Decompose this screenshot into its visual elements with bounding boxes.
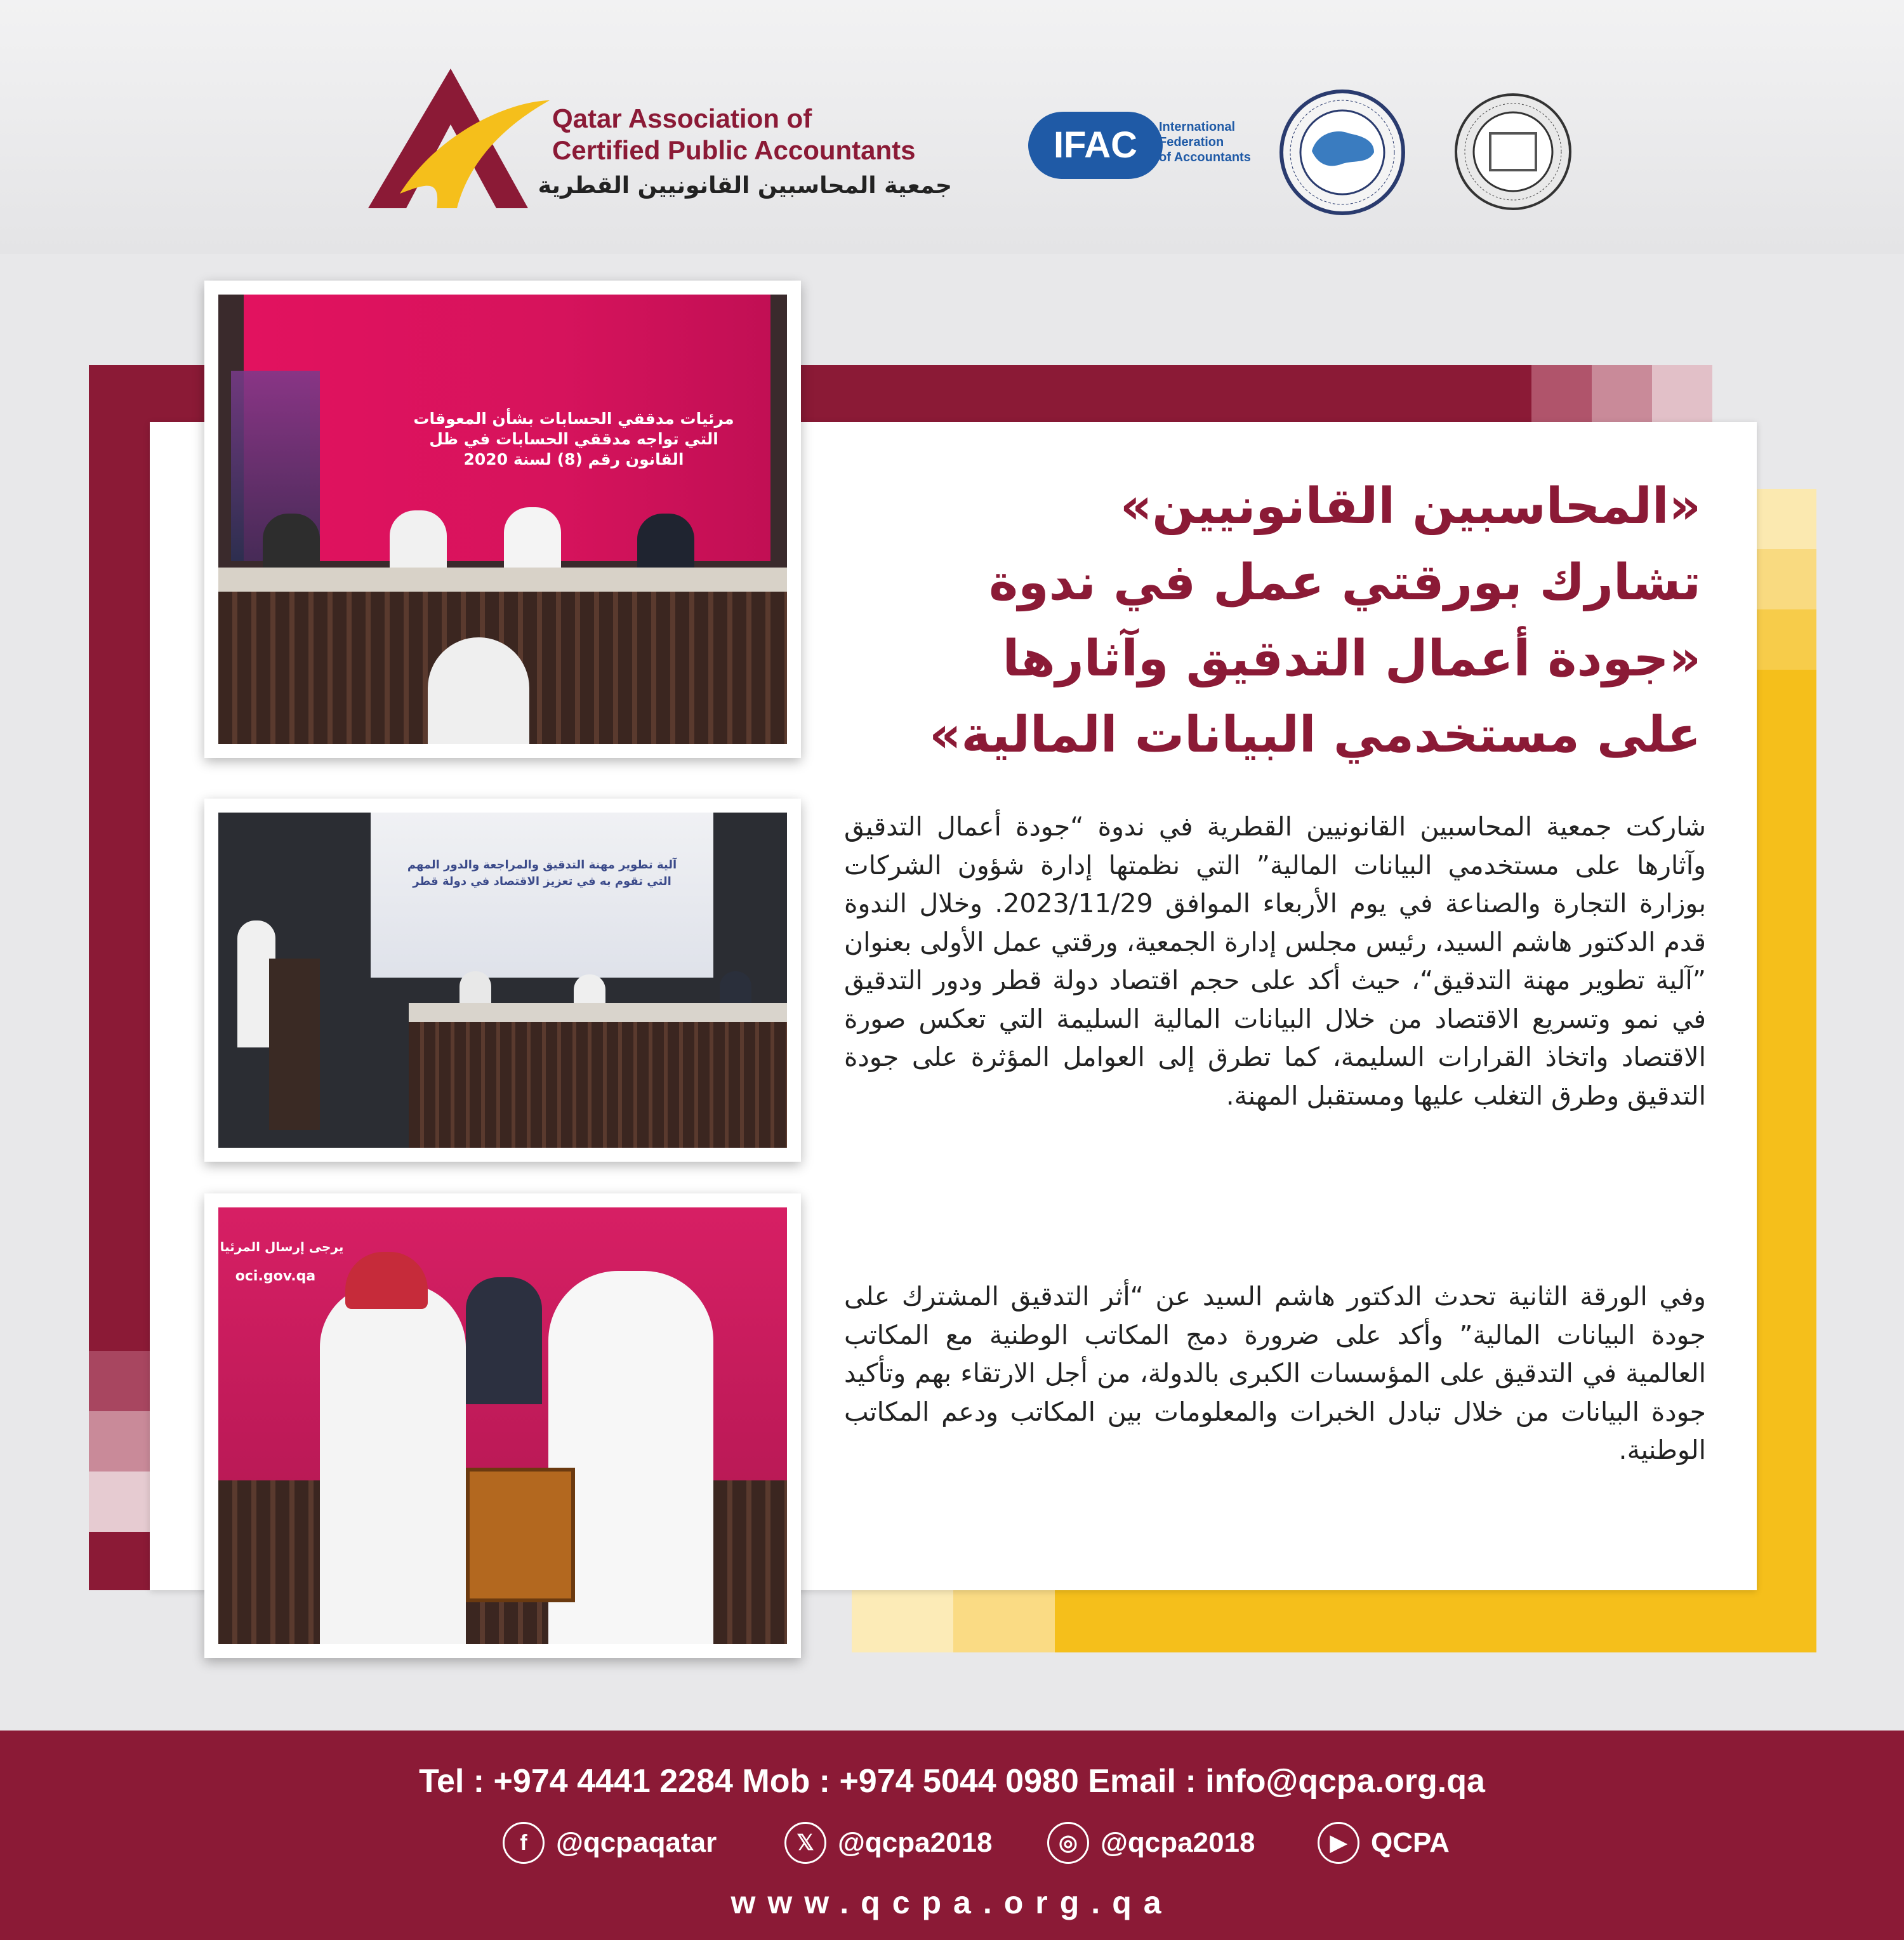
decor-square [1757, 549, 1816, 609]
decor-square [1757, 489, 1816, 549]
photo3-url-text: oci.gov.qa [235, 1268, 316, 1284]
photo2-screen-text: آلية تطوير مهنة التدقيق والمراجعة والدور المهم التي تقوم به في تعزيز الاقتصاد في دولة قطر [407, 858, 677, 888]
photo-speaker-podium [204, 799, 801, 1162]
org-name-en-line2: Certified Public Accountants [552, 135, 916, 165]
decor-square [89, 1472, 150, 1532]
headline-line: «جودة أعمال التدقيق وآثارها [1002, 630, 1701, 688]
article-paragraph-2: وفي الورقة الثانية تحدث الدكتور هاشم السيد عن “أثر التدقيق المشترك على جودة البيانات المالية” وأكد على ضرورة دمج المكاتب الوطنية مع المكاتب العالمية في التدقيق على المؤسسات الكبرى بالدولة، من أجل الارتقاء بهم وتأكيد جودة البيانات من خلال تبادل الخبرات والمعلومات بين المكاتب ودعم المكاتب الوطنية. [844, 1281, 1706, 1465]
decor-square [852, 1590, 953, 1652]
arab-federation-seal-icon [1279, 89, 1406, 216]
website-link[interactable]: www.qcpa.org.qa [731, 1885, 1173, 1920]
decor-square [1757, 609, 1816, 670]
decor-square [953, 1590, 1055, 1652]
facebook-handle: @qcpaqatar [556, 1827, 717, 1858]
photo3-banner-text: يرجى إرسال المرئيا [220, 1239, 344, 1254]
youtube-handle: QCPA [1371, 1827, 1450, 1858]
org-name-ar: جمعية المحاسبين القانونيين القطرية [538, 173, 952, 199]
decor-square [1531, 365, 1592, 425]
decor-square [89, 1351, 150, 1411]
x-twitter-icon: 𝕏 [784, 1822, 826, 1864]
facebook-link[interactable] [503, 1821, 717, 1865]
instagram-icon: ◎ [1047, 1822, 1089, 1864]
photo1-screen-text: مرئيات مدققي الحسابات بشأن المعوقات التي تواجه مدققي الحسابات في ظل القانون رقم (8) لسنة 2020 [413, 409, 734, 468]
article-paragraph-1: شاركت جمعية المحاسبين القانونيين القطرية في ندوة “جودة أعمال التدقيق وآثارها على مستخدمي البيانات المالية” التي نظمتها إدارة شؤون الشركات بوزارة التجارة والصناعة في يوم الأربعاء الموافق 2023/11/29. وخلال الندوة قدم الدكتور هاشم السيد، رئيس مجلس إدارة الجمعية، ورقتي عمل الأولى بعنوان ”آلية تطوير مهنة التدقيق“، حيث أكد على حجم اقتصاد دولة قطر ودور التدقيق في نمو وتسريع الاقتصاد من خلال البيانات المالية السليمة التي تعكس صورة الاقتصاد واتخاذ القرارات السليمة، كما تطرق إلى العوامل المؤثرة على جودة التدقيق وطرق التغلب عليها ومستقبل المهنة. [844, 811, 1706, 1111]
ifac-name: International Federation of Accountants [1159, 120, 1251, 164]
decor-square [1592, 365, 1652, 425]
instagram-link[interactable] [1047, 1821, 1255, 1865]
instagram-handle: @qcpa2018 [1101, 1827, 1255, 1858]
youtube-link[interactable] [1318, 1821, 1450, 1865]
photo-award-presentation [204, 1193, 801, 1658]
contact-info: Tel : +974 4441 2284 Mob : +974 5044 0980 Email : info@qcpa.org.qa [419, 1763, 1485, 1800]
ifac-logo-icon [1026, 108, 1165, 183]
headline-line: على مستخدمي البيانات المالية» [929, 707, 1701, 764]
photo-panel-discussion [204, 281, 801, 758]
facebook-icon: f [503, 1822, 545, 1864]
org-name-en-line1: Qatar Association of [552, 103, 812, 133]
youtube-icon: ▶ [1318, 1822, 1359, 1864]
qcpa-logo-icon [362, 63, 552, 209]
header-area [0, 0, 1904, 254]
headline-line: تشارك بورقتي عمل في ندوة [989, 554, 1701, 611]
gcc-audit-seal-icon [1453, 89, 1573, 215]
ifac-abbr: IFAC [1053, 124, 1138, 166]
article-headline [819, 468, 1701, 773]
x-twitter-handle: @qcpa2018 [838, 1827, 993, 1858]
x-twitter-link[interactable] [784, 1821, 992, 1865]
projection-screen [371, 813, 713, 978]
decor-square [1652, 365, 1712, 425]
decor-square [89, 1411, 150, 1472]
headline-line: «المحاسبين القانونيين» [1120, 478, 1701, 535]
